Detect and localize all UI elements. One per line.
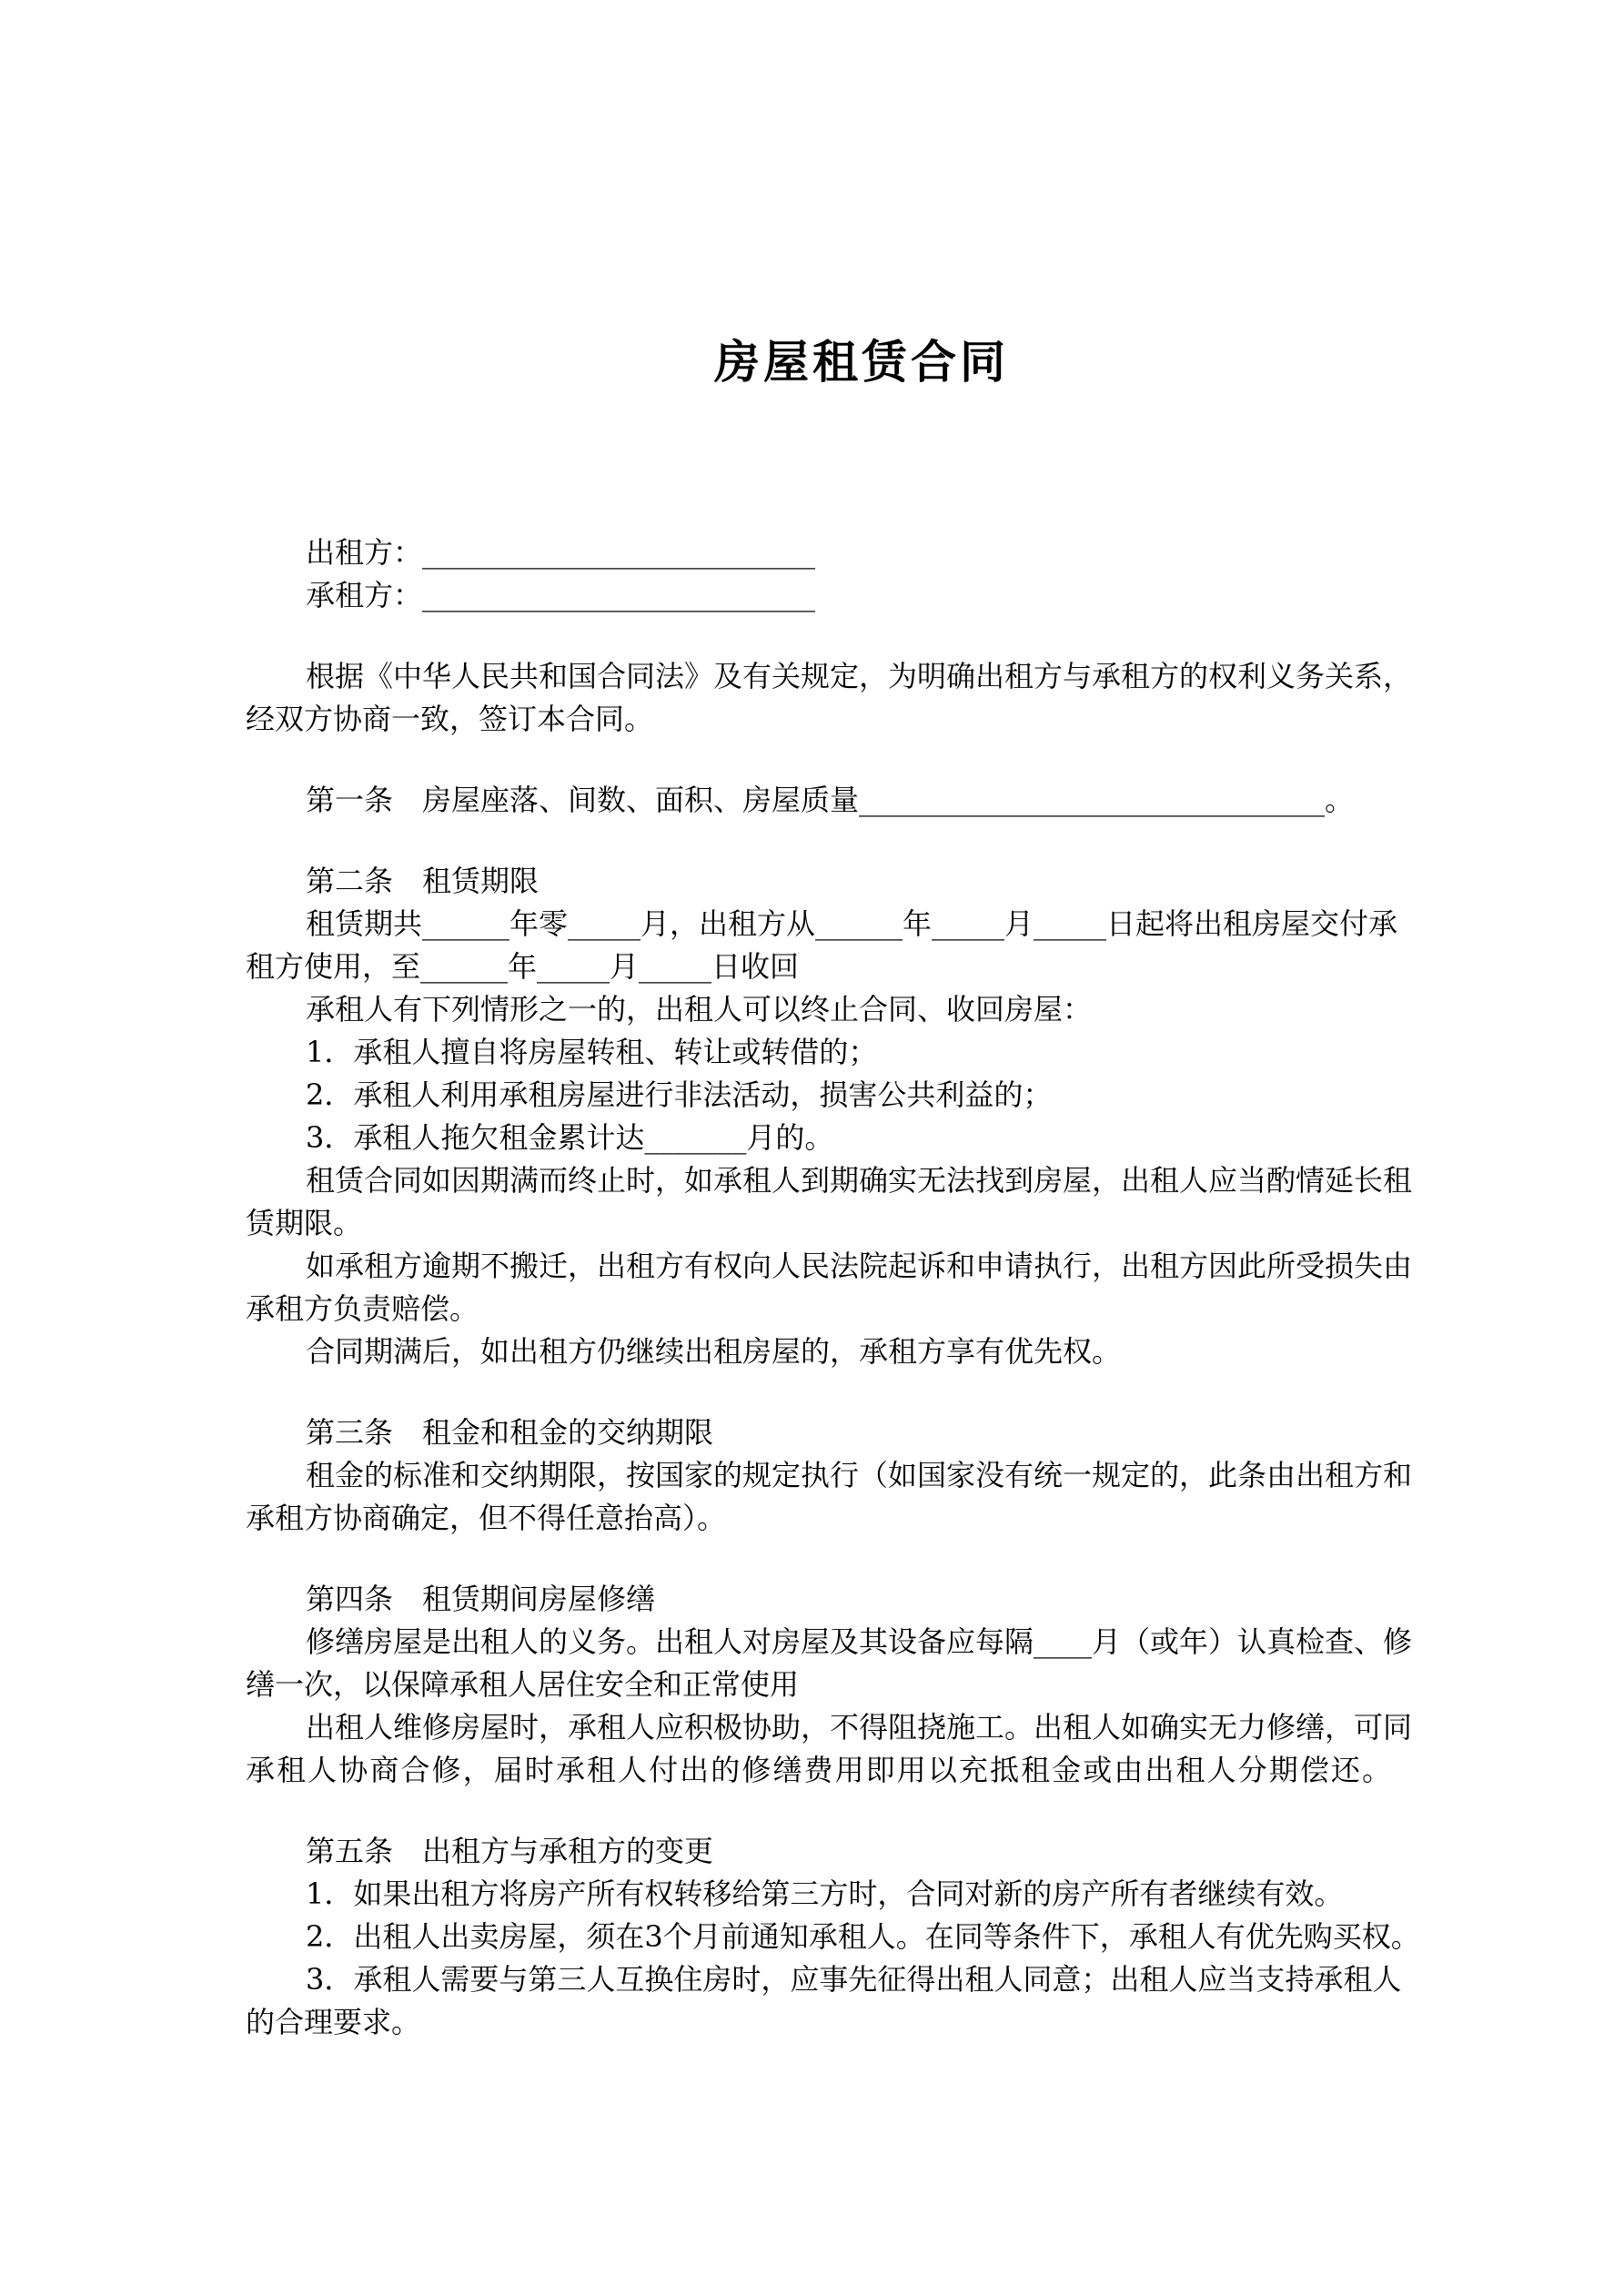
parties xyxy=(246,531,1391,617)
text-line: 租金的标准和交纳期限，按国家的规定执行（如国家没有统一规定的，此条由出租方和 xyxy=(306,1458,1413,1492)
article-5 xyxy=(246,1830,1420,2044)
text-line: 1．承租人擅自将房屋转租、转让或转借的； xyxy=(306,1035,878,1069)
text-line: 的合理要求。 xyxy=(246,2005,421,2039)
text-line: 出租方：___________________________ xyxy=(306,535,816,570)
text-line: 赁期限。 xyxy=(246,1206,363,1240)
text-line: 第三条 租金和租金的交纳期限 xyxy=(306,1415,714,1450)
article-1 xyxy=(246,779,1391,822)
text-line: 第五条 出租方与承租方的变更 xyxy=(306,1834,714,1868)
article-4 xyxy=(246,1578,1413,1792)
text-line: 租赁期共______年零_____月，出租方从______年_____月_____日起将出租房屋交付承 xyxy=(306,906,1398,941)
text-line: 承租人协商合修，届时承租人付出的修缮费用即用以充抵租金或由出租人分期偿还。 xyxy=(246,1753,1391,1787)
text-line: 合同期满后，如出租方仍继续出租房屋的，承租方享有优先权。 xyxy=(306,1334,1122,1369)
text-line: 租赁合同如因期满而终止时，如承租人到期确实无法找到房屋，出租人应当酌情延长租 xyxy=(306,1163,1413,1198)
text-line: 出租人维修房屋时，承租人应积极协助，不得阻挠施工。出租人如确实无力修缮，可同 xyxy=(306,1710,1413,1745)
text-line: 1．如果出租方将房产所有权转移给第三方时，合同对新的房产所有者继续有效。 xyxy=(306,1876,1344,1911)
text-line: 承租方负责赔偿。 xyxy=(246,1291,479,1326)
text-line: 承租方：___________________________ xyxy=(306,578,816,612)
text-line: 承租方协商确定，但不得任意抬高）。 xyxy=(246,1501,727,1535)
text-line: 3．承租人需要与第三人互换住房时，应事先征得出租人同意；出租人应当支持承租人 xyxy=(306,1962,1402,1997)
text-line: 缮一次，以保障承租人居住安全和正常使用 xyxy=(246,1667,800,1702)
contract-body xyxy=(246,531,1420,2044)
text-line: 第一条 房屋座落、间数、面积、房屋质量________________________________。 xyxy=(306,783,1355,817)
text-line: 承租人有下列情形之一的，出租人可以终止合同、收回房屋： xyxy=(306,992,1093,1027)
text-line: 经双方协商一致，签订本合同。 xyxy=(246,702,654,736)
preamble xyxy=(246,655,1413,741)
text-line: 2．承租人利用承租房屋进行非法活动，损害公共利益的； xyxy=(306,1077,1053,1112)
article-2 xyxy=(246,860,1413,1373)
text-line: 2．出租人出卖房屋，须在3个月前通知承租人。在同等条件下，承租人有优先购买权。 xyxy=(306,1919,1420,1954)
text-line: 租方使用，至______年_____月_____日收回 xyxy=(246,949,800,984)
text-line: 修缮房屋是出租人的义务。出租人对房屋及其设备应每隔____月（或年）认真检查、修 xyxy=(306,1624,1413,1659)
text-line: 根据《中华人民共和国合同法》及有关规定，为明确出租方与承租方的权利义务关系， xyxy=(306,659,1413,693)
article-3 xyxy=(246,1411,1413,1540)
text-line: 第二条 租赁期限 xyxy=(306,864,540,898)
document-title: 房屋租赁合同 xyxy=(714,335,1009,389)
text-line: 第四条 租赁期间房屋修缮 xyxy=(306,1582,656,1616)
text-line: 3．承租人拖欠租金累计达_______月的。 xyxy=(306,1120,834,1155)
text-line: 如承租方逾期不搬迁，出租方有权向人民法院起诉和申请执行，出租方因此所受损失由 xyxy=(306,1249,1413,1283)
